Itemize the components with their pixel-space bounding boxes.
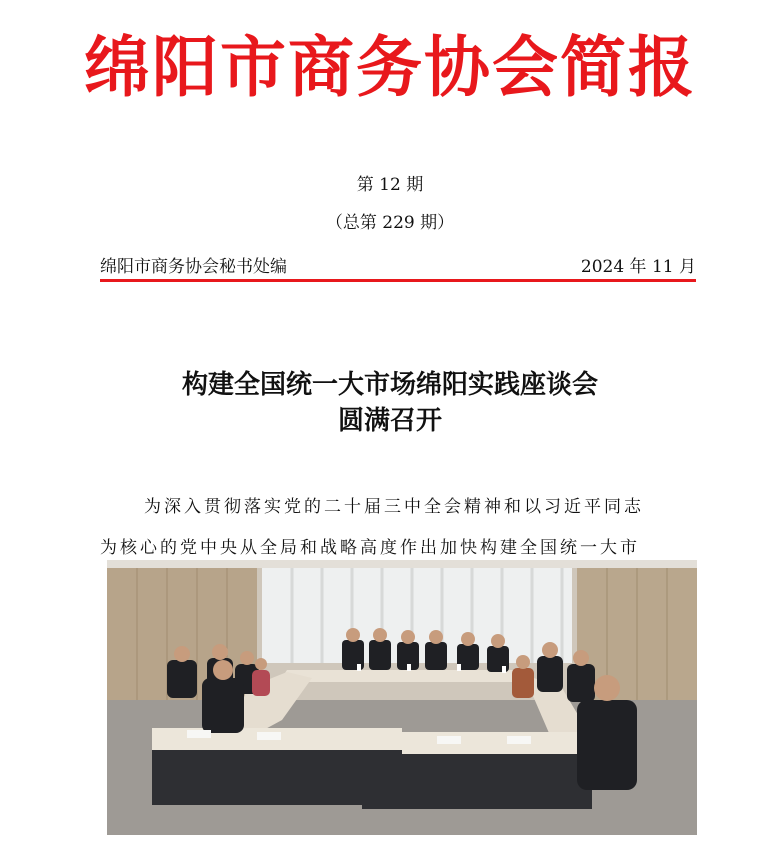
total-issue-number: （总第 229 期） — [325, 213, 455, 233]
meeting-photo-illustration — [107, 560, 697, 835]
article-title-line2: 圆满召开 — [337, 406, 442, 436]
article-body-line2: 为核心的党中央从全局和战略高度作出加快构建全国统一大市 — [100, 538, 640, 558]
article-title-line1: 构建全国统一大市场绵阳实践座谈会 — [181, 370, 598, 400]
publication-date: 2024 年 11 月 — [580, 257, 696, 277]
article-body-line1: 为深入贯彻落实党的二十届三中全会精神和以习近平同志 — [144, 497, 644, 517]
issue-number: 第 12 期 — [356, 175, 424, 195]
masthead-title: 绵阳市商务协会简报 — [84, 29, 696, 106]
publisher: 绵阳市商务协会秘书处编 — [100, 257, 287, 277]
header-divider — [100, 279, 696, 282]
meeting-photo — [107, 560, 697, 835]
publication-info-row — [100, 252, 696, 278]
